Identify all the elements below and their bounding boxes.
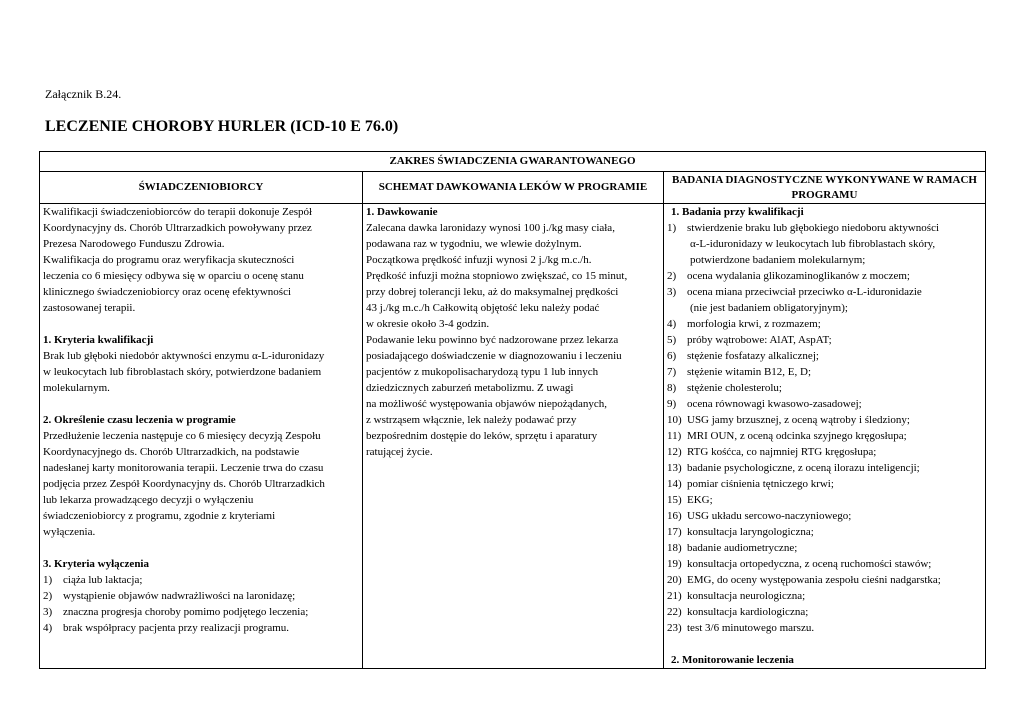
text-line: Koordynacyjny ds. Chorób Ultrarzadkich powoływany przez [43, 222, 312, 234]
list-item: 9) ocena równowagi kwasowo-zasadowej; [667, 398, 862, 410]
list-item: 3) ocena miana przeciwciał przeciwko α-L-iduronidazie [667, 286, 922, 298]
list-item: 17) konsultacja laryngologiczna; [667, 526, 814, 538]
list-item: 16) USG układu sercowo-naczyniowego; [667, 510, 852, 522]
list-item: 15) EKG; [667, 494, 713, 506]
beneficiaries-column [40, 204, 363, 669]
list-item: 10) USG jamy brzusznej, z oceną wątroby i śledziony; [667, 414, 910, 426]
text-line: pacjentów z mukopolisacharydozą typu 1 lub innych [366, 366, 599, 378]
column-header-dosage: SCHEMAT DAWKOWANIA LEKÓW W PROGRAMIE [363, 172, 664, 204]
text-line: bezpośrednim dostępie do leków, sprzętu i aparatury [366, 430, 598, 442]
text-line: przy dobrej tolerancji leku, aż do maksymalnej prędkości [366, 286, 619, 298]
section-title: 3. Kryteria wyłączenia [43, 558, 149, 570]
content-row [40, 204, 986, 669]
section-title: 1. Dawkowanie [366, 206, 438, 218]
list-item: 11) MRI OUN, z oceną odcinka szyjnego kręgosłupa; [667, 430, 907, 442]
text-line: Koordynacyjnego ds. Chorób Ultrarzadkich, na podstawie [43, 446, 300, 458]
text-line: w leukocytach lub fibroblastach skóry, potwierdzone badaniem [43, 366, 322, 378]
list-item: 22) konsultacja kardiologiczna; [667, 606, 809, 618]
list-item: 1) stwierdzenie braku lub głębokiego niedoboru aktywności [667, 222, 940, 234]
section-title: 1. Badania przy kwalifikacji [671, 206, 804, 218]
list-item: 4) morfologia krwi, z rozmazem; [667, 318, 821, 330]
text-line: dziedzicznych zaburzeń metabolizmu. Z uwagi [366, 382, 574, 394]
list-item-continuation: α-L-iduronidazy w leukocytach lub fibroblastach skóry, [690, 238, 936, 250]
program-table [39, 151, 986, 669]
diagnostics-column [664, 204, 986, 669]
list-item: 2) wystąpienie objawów nadwrażliwości na laronidazę; [43, 590, 296, 602]
text-line: podawana raz w tygodniu, we wlewie dożylnym. [366, 238, 582, 250]
text-line: w okresie około 3-4 godzin. [366, 318, 490, 330]
text-line: leczenia co 6 miesięcy odbywa się w oparciu o ocenę stanu [43, 270, 304, 282]
dosage-column [363, 204, 664, 669]
text-line: Zalecana dawka laronidazy wynosi 100 j./kg masy ciała, [366, 222, 615, 234]
column-header-beneficiaries: ŚWIADCZENIOBIORCY [40, 172, 363, 204]
list-item: 2) ocena wydalania glikozaminoglikanów z moczem; [667, 270, 910, 282]
text-line: świadczeniobiorcy z programu, zgodnie z kryteriami [43, 510, 276, 522]
list-item: 12) RTG kośćca, co najmniej RTG kręgosłupa; [667, 446, 877, 458]
list-item: 21) konsultacja neurologiczna; [667, 590, 806, 602]
list-item: 13) badanie psychologiczne, z oceną ilorazu inteligencji; [667, 462, 920, 474]
text-line: 43 j./kg m.c./h Całkowitą objętość leku należy podać [366, 302, 600, 314]
list-item: 20) EMG, do oceny występowania zespołu cieśni nadgarstka; [667, 574, 941, 586]
list-item: 8) stężenie cholesterolu; [667, 382, 782, 394]
text-line: Kwalifikacja do programu oraz weryfikacja skuteczności [43, 254, 295, 266]
text-line: wyłączenia. [43, 526, 96, 538]
text-line: Przedłużenie leczenia następuje co 6 miesięcy decyzją Zespołu [43, 430, 321, 442]
text-line: posiadającego doświadczenie w diagnozowaniu i leczeniu [366, 350, 622, 362]
text-line: podjęcia przez Zespół Koordynacyjny ds. Chorób Ultrarzadkich [43, 478, 325, 490]
text-line: nadesłanej karty monitorowania terapii. Leczenie trwa do czasu [43, 462, 324, 474]
list-item-continuation: potwierdzone badaniem molekularnym; [690, 254, 866, 266]
text-line: na możliwość występowania objawów niepożądanych, [366, 398, 608, 410]
section-title: 2. Określenie czasu leczenia w programie [43, 414, 236, 426]
list-item: 5) próby wątrobowe: AlAT, AspAT; [667, 334, 832, 346]
list-item: 6) stężenie fosfatazy alkalicznej; [667, 350, 819, 362]
text-line: klinicznego świadczeniobiorcy oraz ocenę efektywności [43, 286, 292, 298]
group-header-row [40, 152, 986, 172]
list-item: 14) pomiar ciśnienia tętniczego krwi; [667, 478, 834, 490]
list-item: 19) konsultacja ortopedyczna, z oceną ruchomości stawów; [667, 558, 932, 570]
text-line: molekularnym. [43, 382, 110, 394]
section-title: 2. Monitorowanie leczenia [671, 654, 794, 666]
text-line: Kwalifikacji świadczeniobiorców do terapii dokonuje Zespół [43, 206, 313, 218]
list-item: 7) stężenie witamin B12, E, D; [667, 366, 812, 378]
list-item: 23) test 3/6 minutowego marszu. [667, 622, 815, 634]
text-line: Prezesa Narodowego Funduszu Zdrowia. [43, 238, 225, 250]
annex-label: Załącznik B.24. [45, 87, 122, 101]
text-line: Podawanie leku powinno być nadzorowane przez lekarza [366, 334, 619, 346]
text-line: Prędkość infuzji można stopniowo zwiększać, co 15 minut, [366, 270, 628, 282]
column-header-diagnostics: BADANIA DIAGNOSTYCZNE WYKONYWANE W RAMACH PROGRAMU [664, 172, 986, 204]
text-line: z wstrząsem włącznie, lek należy podawać przy [366, 414, 577, 426]
page-title: LECZENIE CHOROBY HURLER (ICD-10 E 76.0) [45, 118, 399, 135]
text-line: lub lekarza prowadzącego decyzji o wyłączeniu [43, 494, 254, 506]
column-header-row [40, 172, 986, 204]
group-header: ZAKRES ŚWIADCZENIA GWARANTOWANEGO [40, 152, 986, 172]
list-item-continuation: (nie jest badaniem obligatoryjnym); [690, 302, 848, 314]
text-line: Początkowa prędkość infuzji wynosi 2 j./kg m.c./h. [366, 254, 592, 266]
list-item: 18) badanie audiometryczne; [667, 542, 798, 554]
list-item: 3) znaczna progresja choroby pomimo podjętego leczenia; [43, 606, 309, 618]
section-title: 1. Kryteria kwalifikacji [43, 334, 154, 346]
text-line: Brak lub głęboki niedobór aktywności enzymu α-L-iduronidazy [43, 350, 325, 362]
text-line: zastosowanej terapii. [43, 302, 136, 314]
list-item: 4) brak współpracy pacjenta przy realizacji programu. [43, 622, 290, 634]
text-line: ratującej życie. [366, 446, 433, 458]
list-item: 1) ciąża lub laktacja; [43, 574, 143, 586]
